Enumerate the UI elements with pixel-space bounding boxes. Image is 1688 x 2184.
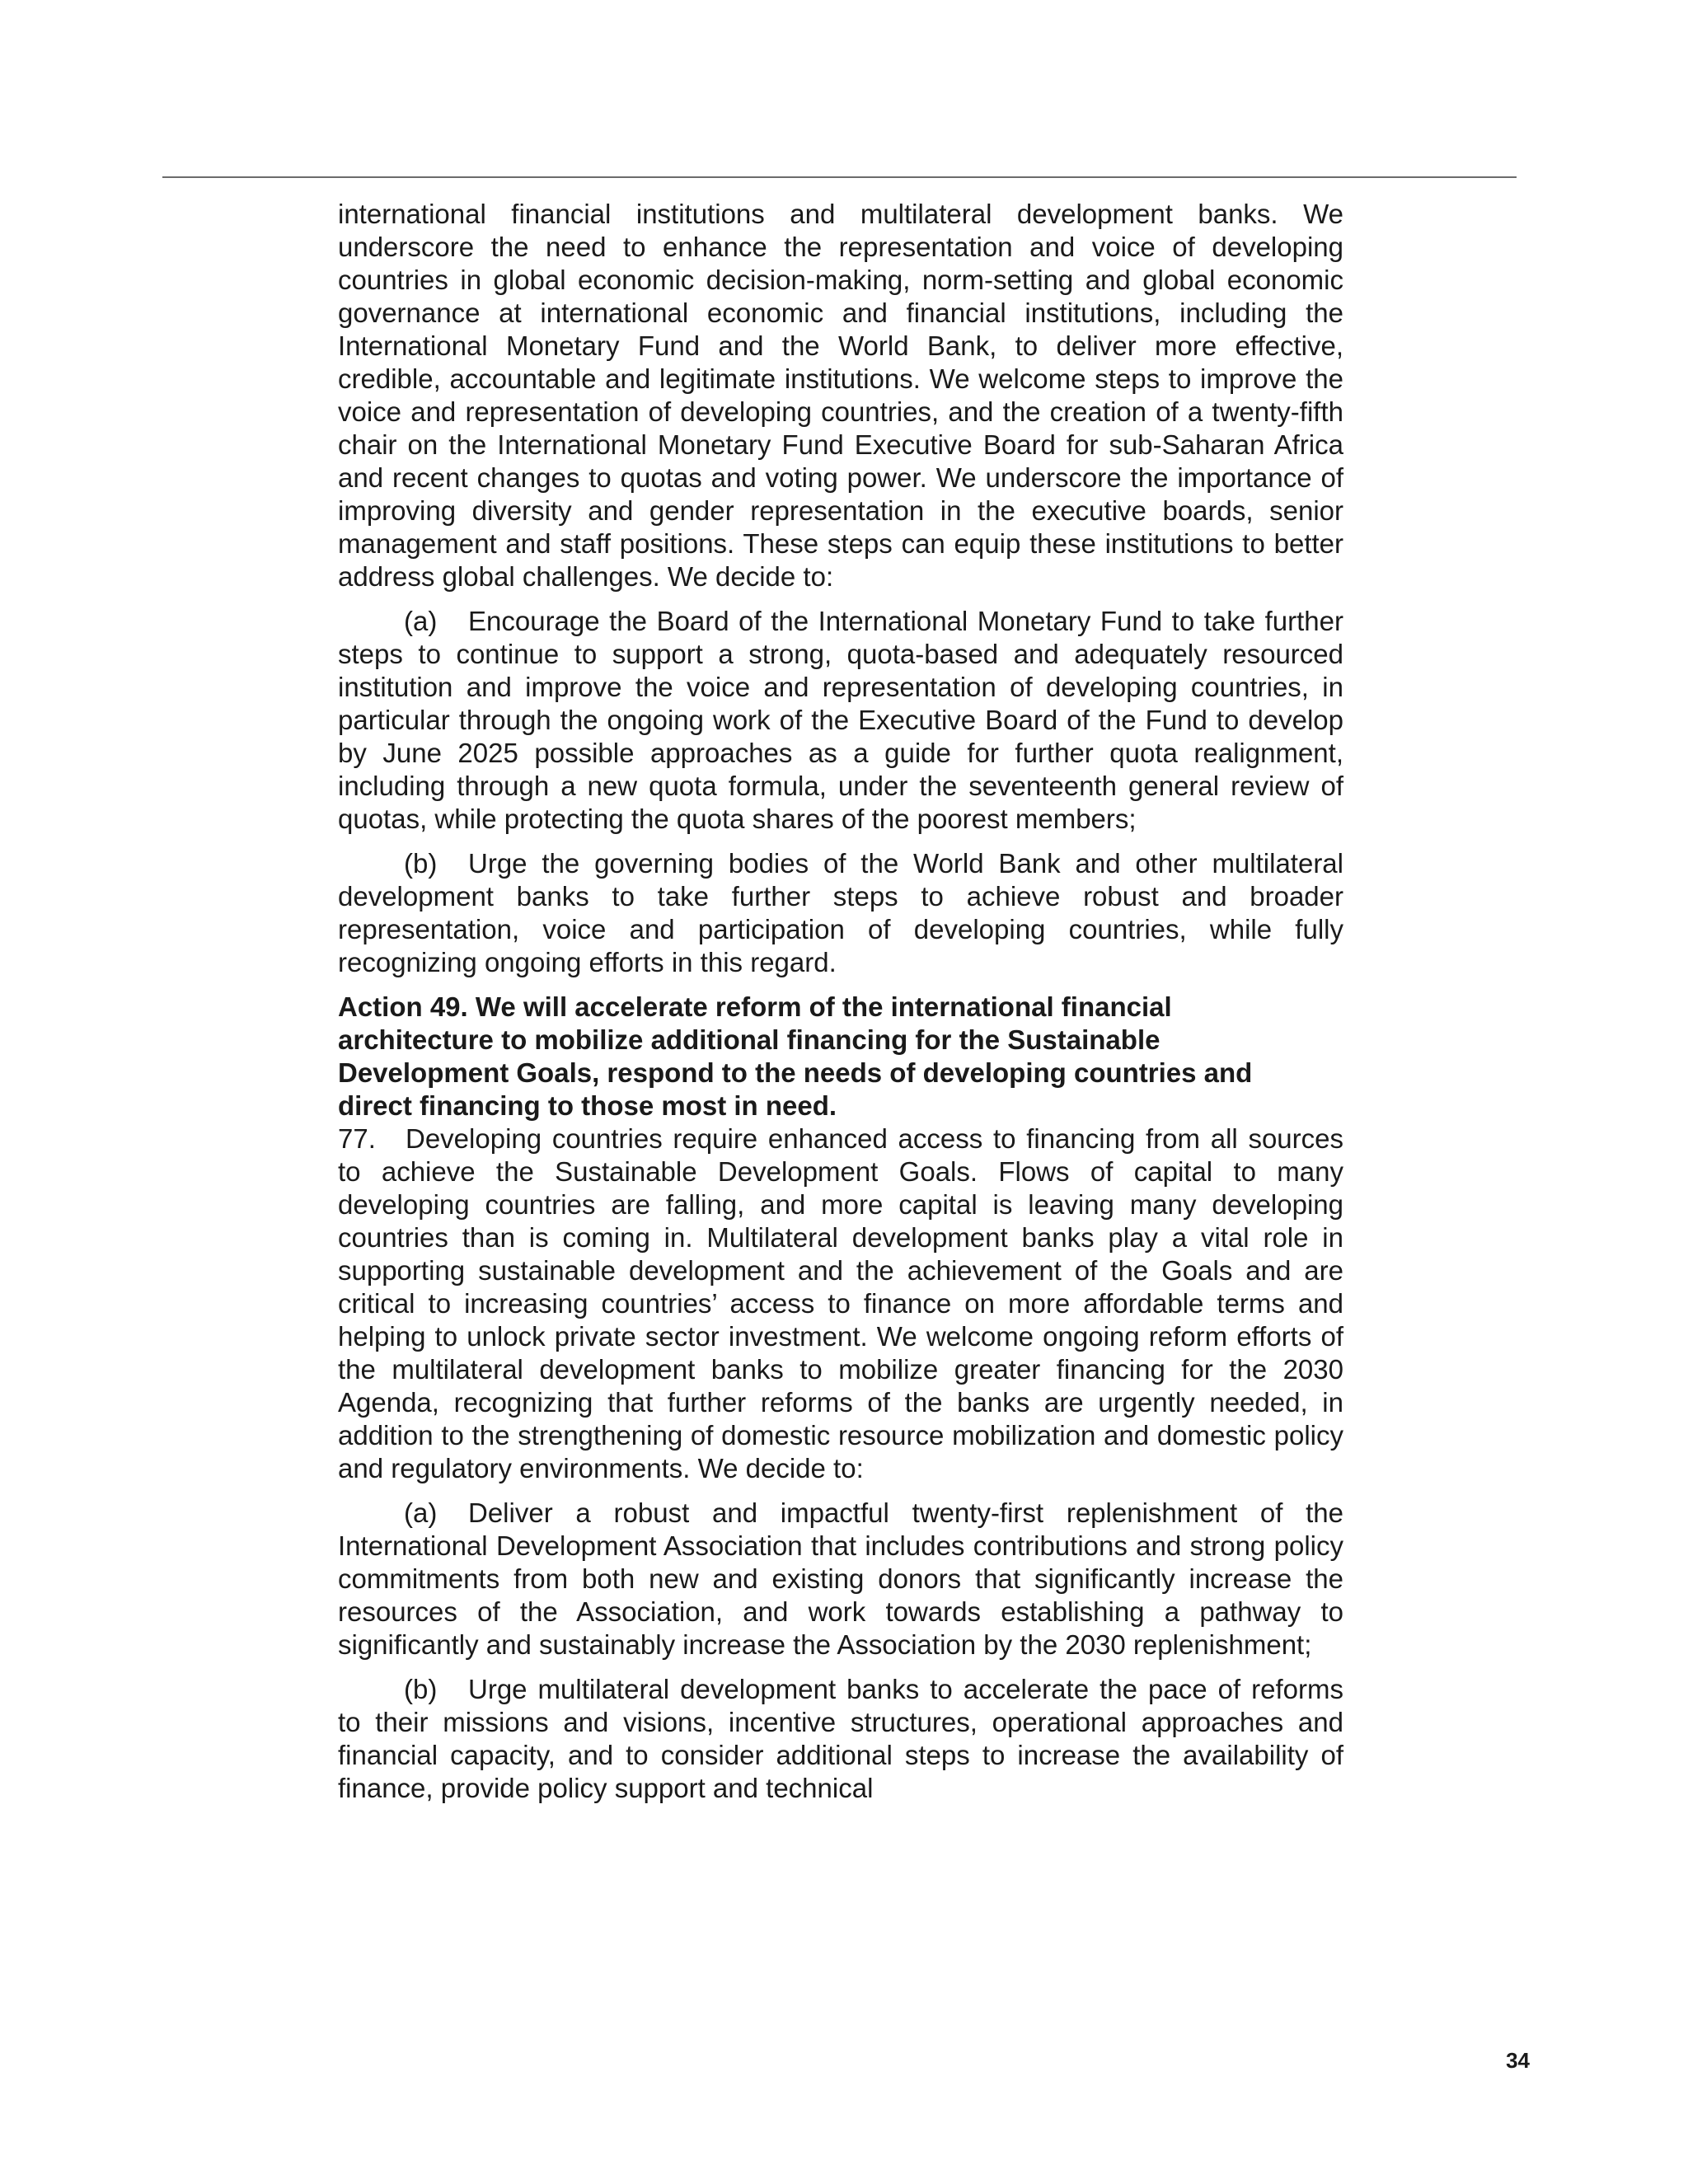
paragraph-number: 77. [338,1123,376,1154]
list-item-text: Encourage the Board of the International Monetary Fund to take further steps to continue to support a strong, quota-based and adequately resourced institution and improve the voice and representation of developing countries, in particular through the ongoing work of the Executive Board of the Fund to develop by June 2025 possible approaches as a guide for further quota realignment, including through a new quota formula, under the seventeenth general review of quotas, while protecting the quota shares of the poorest members; [338,606,1343,834]
list-item-a [338,605,1343,836]
intro-paragraph: international financial institutions and multilateral development banks. We underscore the need to enhance the representation and voice of developing countries in global economic decision-making, norm-setting and global economic governance at international economic and financial institutions, including the International Monetary Fund and the World Bank, to deliver more effective, credible, accountable and legitimate institutions. We welcome steps to improve the voice and representation of developing countries, and the creation of a twenty-fifth chair on the International Monetary Fund Executive Board for sub-Saharan Africa and recent changes to quotas and voting power. We underscore the importance of improving diversity and gender representation in the executive boards, senior management and staff positions. These steps can equip these institutions to better address global challenges. We decide to: [338,199,1343,592]
paragraph-77 [338,1122,1343,1485]
list-item-text: Urge multilateral development banks to accelerate the pace of reforms to their missions and visions, incentive structures, operational approaches and financial capacity, and to consider additional steps to increase the availability of finance, provide policy support and technical [338,1674,1343,1803]
list-item-label: (a) [404,606,438,636]
list-item-b [338,1673,1343,1805]
action-49-heading: Action 49. We will accelerate reform of the international financial architecture to mobilize additional financing for the Sustainable Development Goals, respond to the needs of developing countries and direct financing to those most in need. [338,991,1253,1121]
header-rule [162,176,1517,178]
list-item-label: (b) [404,1674,438,1704]
page-body [338,198,1343,1805]
list-item-a [338,1497,1343,1661]
list-item-text: Deliver a robust and impactful twenty-first replenishment of the International Development Association that includes contributions and strong policy commitments from both new and existing donors that significantly increase the resources of the Association, and work towards establishing a pathway to significantly and sustainably increase the Association by the 2030 replenishment; [338,1497,1343,1660]
list-item-label: (b) [404,848,438,879]
list-item-text: Urge the governing bodies of the World Bank and other multilateral development banks to take further steps to achieve robust and broader representation, voice and participation of developing countries, while fully recognizing ongoing efforts in this regard. [338,848,1343,977]
list-item-label: (a) [404,1497,438,1528]
page-number: 34 [1506,2048,1530,2073]
list-item-b [338,847,1343,979]
paragraph-text: Developing countries require enhanced access to financing from all sources to achieve the Sustainable Development Goals. Flows of capital to many developing countries are falling, and more capital is leaving many developing countries than is coming in. Multilateral development banks play a vital role in supporting sustainable development and the achievement of the Goals and are critical to increasing countries’ access to finance on more affordable terms and helping to unlock private sector investment. We welcome ongoing reform efforts of the multilateral development banks to mobilize greater financing for the 2030 Agenda, recognizing that further reforms of the banks are urgently needed, in addition to the strengthening of domestic resource mobilization and domestic policy and regulatory environments. We decide to: [338,1123,1343,1483]
